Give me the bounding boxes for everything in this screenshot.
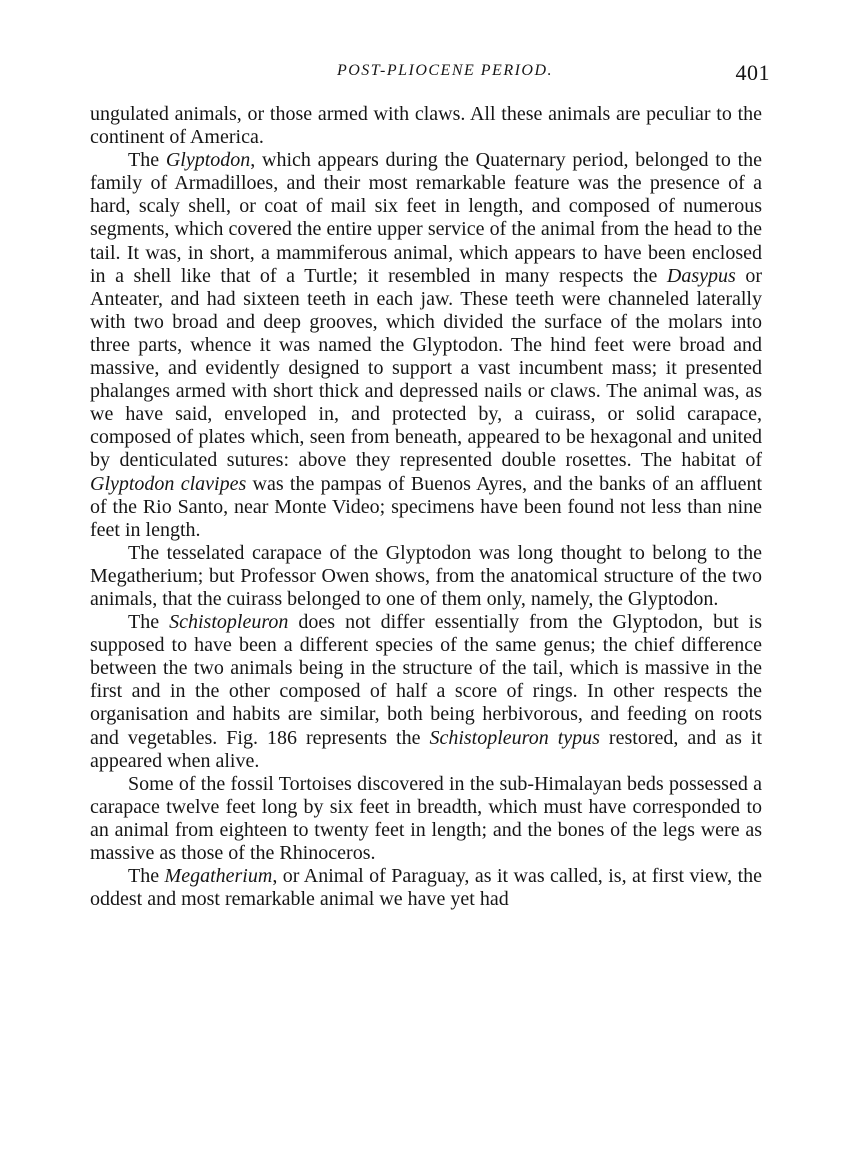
italic-term: Megatherium xyxy=(164,865,273,888)
text-run: , or Animal of Paraguay, as it was called, is, at first view, the oddest and most remarkable animal we have yet had xyxy=(90,865,763,911)
page-number: 401 xyxy=(735,60,770,85)
text-run: ungulated animals, or those armed with claws. All these animals are peculiar to the continent of America. xyxy=(90,103,762,149)
text-run: Some of the fossil Tortoises discovered in the sub-Himalayan beds possessed a carapace twelve feet long by six feet in breadth, which must have corresponded to an animal from eighteen to twenty feet in length; and the bones of the legs were as massive as those of the Rhinoceros. xyxy=(90,772,762,864)
italic-term: Schistopleuron xyxy=(169,611,289,634)
paragraph xyxy=(90,103,762,149)
text-run: The xyxy=(128,611,170,634)
body-text xyxy=(90,103,762,911)
italic-term: Schistopleuron typus xyxy=(429,726,600,749)
running-head xyxy=(90,60,770,86)
paragraph xyxy=(90,865,762,911)
running-title: POST-PLIOCENE PERIOD. xyxy=(336,62,554,79)
italic-term: Glyptodon clavipes xyxy=(90,472,247,495)
text-run: The xyxy=(128,865,165,888)
paragraph xyxy=(90,542,762,611)
text-run: , which appears during the Quaternary period, belonged to the family of Armadilloes, and their most remarkable feature was the presence of a hard, scaly shell, or coat of mail six feet in length, and composed of numerous segments, which covered the entire upper service of the animal from the head to the tail. It was, in short, a mammiferous animal, which appears to have been enclosed in a shell like that of a Turtle; it resembled in many respects the xyxy=(90,149,763,287)
text-run: was the pampas of Buenos Ayres, and the banks of an affluent of the Rio Santo, near Monte Video; specimens have been found not less than nine feet in length. xyxy=(90,472,763,541)
text-run: restored, and as it appeared when alive. xyxy=(90,726,762,772)
paragraph xyxy=(90,149,762,542)
text-run: The tesselated carapace of the Glyptodon was long thought to belong to the Megatherium; but Professor Owen shows, from the anatomical structure of the two animals, that the cuirass belonged to one of them only, namely, the Glyptodon. xyxy=(90,541,762,610)
text-run: The xyxy=(128,149,166,172)
paragraph xyxy=(90,773,762,865)
text-run: does not differ essentially from the Glyptodon, but is supposed to have been a different species of the same genus; the chief difference between the two animals being in the structure of the tail, which is massive in the first and in the other composed of half a score of rings. In other respects the organisation and habits are similar, both being herbivorous, and feeding on roots and vegetables. Fig. 186 represents the xyxy=(90,611,763,749)
text-run: or Anteater, and had sixteen teeth in each jaw. These teeth were channeled laterally with two broad and deep grooves, which divided the surface of the molars into three parts, whence it was named the Glyptodon. The hind feet were broad and massive, and evidently designed to support a vast incumbent mass; it presented phalanges armed with short thick and depressed nails or claws. The animal was, as we have said, enveloped in, and protected by, a cuirass, or solid carapace, composed of plates which, seen from beneath, appeared to be hexagonal and united by denticulated sutures: above they represented double rosettes. The habitat of xyxy=(90,264,762,472)
italic-term: Dasypus xyxy=(666,264,736,287)
italic-term: Glyptodon xyxy=(165,149,251,172)
paragraph xyxy=(90,611,762,773)
